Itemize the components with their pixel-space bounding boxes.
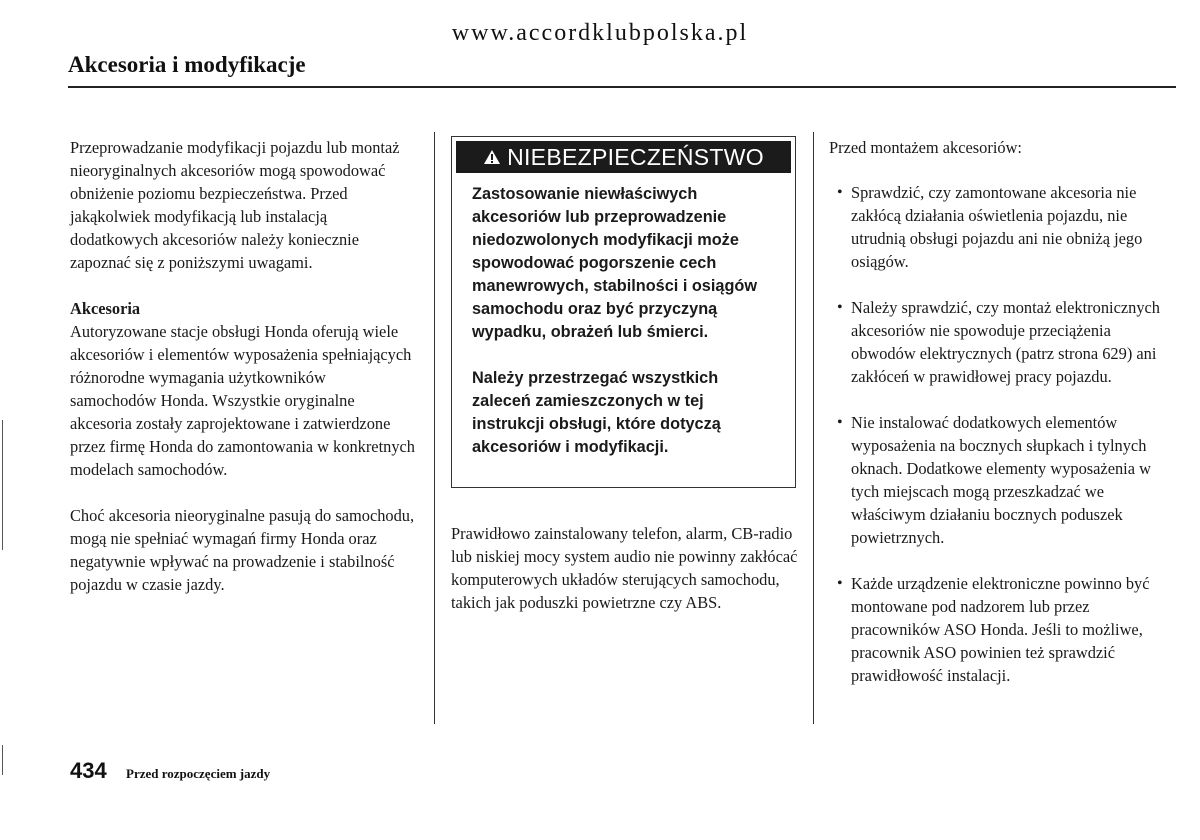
warning-body [452, 173, 795, 459]
header-rule [68, 86, 1176, 88]
scan-edge-mark [2, 745, 3, 775]
column-divider-right [813, 132, 814, 724]
intro-paragraph: Przeprowadzanie modyfikacji pojazdu lub montaż nieoryginalnych akcesoriów mogą spowodować obniżenie poziomu bezpieczeństwa. Przed jakąkolwiek modyfikacją lub instalacją dodatkowych akcesoriów należy koniecznie zapoznać się z poniższymi uwagami. [70, 138, 400, 272]
electronics-paragraph: Prawidłowo zainstalowany telefon, alarm, CB-radio lub niskiej mocy system audio nie powinny zakłócać komputerowych układów sterujących samochodu, takich jak poduszki powietrzne czy ABS. [451, 524, 798, 612]
middle-column [451, 522, 801, 614]
footer-chapter-title: Przed rozpoczęciem jazdy [126, 766, 271, 781]
list-item [829, 296, 1174, 388]
danger-warning-box [451, 136, 796, 488]
bullet-icon: • [837, 575, 843, 592]
list-item-text: Sprawdzić, czy zamontowane akcesoria nie zakłócą działania oświetlenia pojazdu, nie utrudnią obsługi pojazdu ani nie obniżą jego osiągów. [851, 183, 1143, 271]
bullet-icon: • [837, 184, 843, 201]
list-item [829, 572, 1174, 687]
bullet-icon: • [837, 414, 843, 431]
accessories-paragraph: Autoryzowane stacje obsługi Honda oferują wiele akcesoriów i elementów wyposażenia spełniających różnorodne wymagania użytkowników samochodów Honda. Wszystkie oryginalne akcesoria zostały zaprojektowane i zatwierdzone przez firmę Honda do zamontowania w konkretnych modelach samochodów. [70, 322, 415, 479]
scan-edge-mark [2, 420, 3, 550]
left-column [70, 136, 415, 596]
warning-paragraph-1: Zastosowanie niewłaściwych akcesoriów lub przeprowadzenie niedozwolonych modyfikacji może spowodować pogorszenie cech manewrowych, stabilności i osiągów samochodu oraz być przyczyną wypadku, obrażeń lub śmierci. [472, 185, 757, 341]
list-item [829, 181, 1174, 273]
warning-heading: NIEBEZPIECZEŃSTWO [507, 143, 764, 170]
list-item-text: Każde urządzenie elektroniczne powinno być montowane pod nadzorem lub przez pracowników ASO Honda. Jeśli to możliwe, pracownik ASO powinien też sprawdzić prawidłowość instalacji. [851, 574, 1150, 685]
list-item [829, 411, 1174, 549]
page-number: 434 [70, 758, 107, 783]
list-item-text: Nie instalować dodatkowych elementów wyposażenia na bocznych słupkach i tylnych oknach. Dodatkowe elementy wyposażenia w tych miejscach mogą przeszkadzać we właściwym działaniu bocznych poduszek powietrznych. [851, 413, 1151, 547]
nonoriginal-paragraph: Choć akcesoria nieoryginalne pasują do samochodu, mogą nie spełniać wymagań firmy Honda oraz negatywnie wpływać na prowadzenie i stabilność pojazdu w czasie jazdy. [70, 506, 415, 594]
list-item-text: Należy sprawdzić, czy montaż elektronicznych akcesoriów nie spowoduje przeciążenia obwodów elektrycznych (patrz strona 629) ani zakłóceń w prawidłowej pracy pojazdu. [851, 298, 1160, 386]
warning-paragraph-2: Należy przestrzegać wszystkich zaleceń zamieszczonych w tej instrukcji obsługi, które dotyczą akcesoriów i modyfikacji. [472, 369, 721, 456]
warning-header [456, 141, 791, 173]
column-divider-left [434, 132, 435, 724]
checklist-intro: Przed montażem akcesoriów: [829, 138, 1022, 157]
warning-triangle-icon [483, 149, 501, 165]
right-column [829, 136, 1174, 710]
watermark-url: www.accordklubpolska.pl [451, 20, 749, 46]
section-title: Akcesoria i modyfikacje [68, 52, 306, 77]
bullet-icon: • [837, 299, 843, 316]
accessories-subheading: Akcesoria [70, 299, 141, 318]
